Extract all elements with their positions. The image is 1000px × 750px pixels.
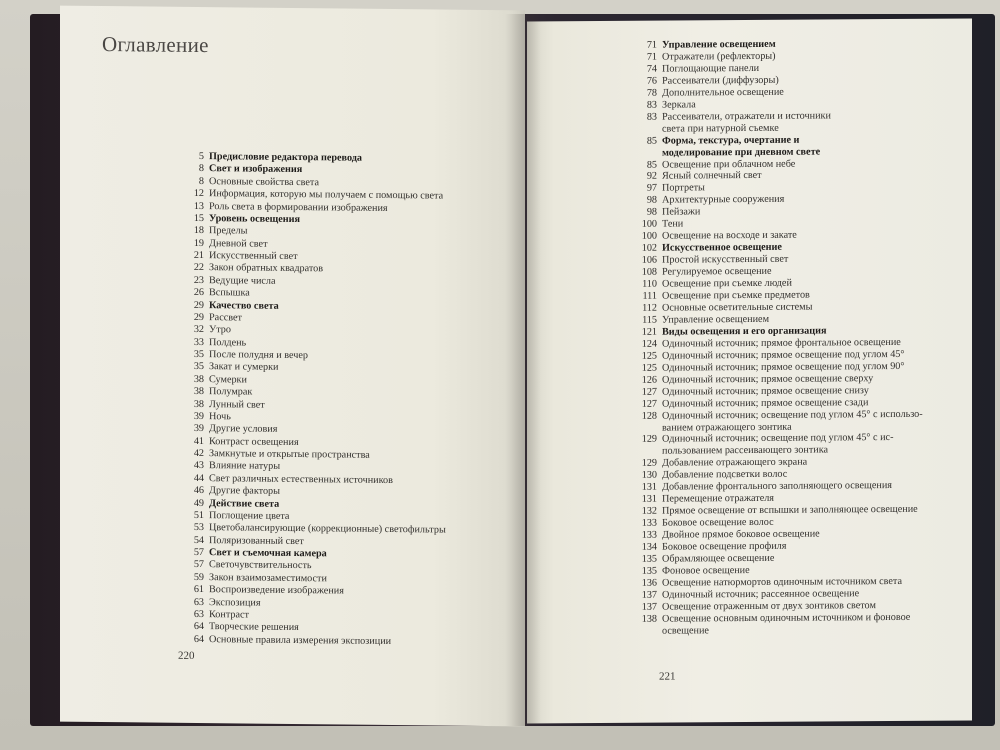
toc-entry-title: Ночь	[209, 411, 231, 423]
toc-entry-title: Освещение натюрмортов одиночным источником света	[662, 575, 902, 589]
toc-entry-page: 29	[193, 299, 204, 311]
toc-entry-title: Полумрак	[209, 386, 253, 398]
toc-entry-title: Освещение при съемке людей	[662, 277, 792, 290]
toc-entry-title: Свет различных естественных источников	[209, 472, 393, 486]
toc-entry-title: Замкнутые и открытые пространства	[209, 448, 370, 461]
toc-entry-title: Рассеиватели, отражатели и источники	[662, 110, 831, 123]
toc-entry-title: Роль света в формировании изображения	[209, 200, 388, 214]
toc-entry-page: 133	[641, 517, 657, 529]
toc-entry-title: Качество света	[209, 299, 279, 312]
toc-entry-page: 125	[641, 350, 657, 362]
toc-entry-page	[621, 625, 662, 637]
toc-entry-title: Цветобалансирующие (коррекционные) светофильтры	[209, 522, 446, 536]
toc-entry-page: 111	[642, 290, 657, 302]
toc-entry-title: Одиночный источник; освещение под углом 45° с использо-	[662, 408, 923, 422]
toc-entry-page: 21	[193, 249, 204, 262]
toc-entry-page: 39	[193, 410, 204, 422]
page-number-right: 221	[659, 670, 676, 683]
toc-entry-title: Основные осветительные системы	[662, 301, 813, 314]
toc-entry-page: 125	[641, 362, 657, 374]
toc-entry-title: Закат и сумерки	[209, 361, 279, 374]
toc-entry-page: 19	[193, 237, 204, 249]
toc-entry-page: 71	[646, 39, 657, 51]
toc-entry-title: Дополнительное освещение	[662, 86, 784, 99]
toc-list-right	[621, 38, 961, 638]
toc-entry-page: 131	[641, 493, 657, 505]
toc-entry-title: Добавление фронтального заполняющего освещения	[662, 480, 892, 493]
page-number-left: 220	[178, 649, 195, 662]
toc-entry-page: 44	[193, 472, 204, 484]
toc-entry-title: Одиночный источник; прямое фронтальное освещение	[662, 336, 901, 350]
toc-entry-title: Простой искусственный свет	[662, 253, 789, 266]
toc-entry-page: 57	[193, 559, 204, 571]
toc-entry-page	[621, 446, 662, 458]
toc-entry-page: 83	[646, 99, 657, 111]
toc-entry-title: Ведущие числа	[209, 274, 276, 287]
toc-entry-page: 63	[193, 596, 204, 608]
toc-entry-title: Искусственное освещение	[662, 241, 782, 254]
toc-entry-page: 42	[193, 447, 204, 460]
toc-entry-page: 137	[641, 601, 657, 613]
toc-entry-page: 131	[641, 481, 657, 494]
toc-entry-title: Одиночный источник; прямое освещение под углом 90°	[662, 360, 905, 374]
toc-entry-title: Контраст освещения	[209, 435, 299, 448]
toc-entry-title: света при натурной съемке	[662, 122, 779, 135]
toc-entry-page: 59	[193, 571, 204, 583]
toc-entry-page: 29	[193, 311, 204, 323]
toc-entry-title: Зеркала	[662, 99, 696, 111]
toc-entry-page: 130	[641, 469, 657, 482]
toc-entry-page: 5	[198, 151, 204, 163]
toc-entry-title: Основные свойства света	[209, 175, 320, 189]
toc-entry-title: Пейзажи	[662, 206, 701, 218]
toc-entry-page: 38	[193, 386, 204, 398]
toc-entry-page	[621, 147, 662, 159]
toc-entry-page: 83	[646, 111, 657, 123]
toc-entry-title: Контраст	[209, 609, 249, 621]
toc-entry-page: 110	[642, 278, 657, 290]
toc-entry-title: Освещение основным одиночным источником и фоновое	[662, 611, 911, 625]
toc-entry-page: 74	[646, 63, 657, 75]
toc-entry-page: 100	[641, 230, 657, 243]
toc-entry-page: 134	[641, 541, 657, 553]
toc-entry-title: Закон обратных квадратов	[209, 262, 324, 275]
toc-entry-page: 98	[646, 195, 657, 207]
toc-entry-title: Сумерки	[209, 373, 247, 386]
toc-entry-title: Одиночный источник; прямое освещение сзади	[662, 396, 869, 410]
toc-entry-page: 112	[642, 302, 657, 314]
toc-entry-title: Поглощение цвета	[209, 510, 290, 522]
toc-entry-title: Виды освещения и его организация	[662, 325, 827, 338]
toc-entry-page: 92	[646, 171, 657, 183]
toc-entry-page: 132	[641, 505, 657, 517]
toc-entry-page: 102	[641, 242, 657, 254]
toc-entry-title: Двойное прямое боковое освещение	[662, 528, 820, 541]
toc-entry-page: 8	[198, 175, 204, 187]
toc-entry-title: Освещение на восходе и закате	[662, 229, 797, 242]
toc-entry-page: 97	[646, 183, 657, 195]
toc-entry-title: Поляризованный свет	[209, 534, 304, 547]
toc-entry	[621, 611, 961, 625]
toc-entry-title: Свет и изображения	[209, 163, 303, 176]
toc-entry-title: Экспозиция	[209, 596, 261, 609]
toc-entry-title: Обрамляющее освещение	[662, 552, 775, 565]
toc-entry-title: Освещение при облачном небе	[662, 158, 796, 171]
toc-list-left	[168, 151, 513, 650]
toc-entry	[168, 633, 513, 649]
toc-entry-title: Отражатели (рефлекторы)	[662, 50, 776, 63]
toc-entry-page: 41	[193, 435, 204, 447]
toc-entry-title: Одиночный источник; прямое освещение снизу	[662, 384, 869, 398]
toc-entry-page: 53	[193, 522, 204, 534]
toc-entry-page: 13	[193, 200, 204, 212]
toc-entry-title: После полудня и вечер	[209, 349, 308, 362]
toc-entry-title: Рассвет	[209, 312, 242, 324]
toc-entry-page: 15	[193, 212, 204, 224]
toc-entry-page: 106	[641, 254, 657, 266]
toc-entry-page: 126	[641, 374, 657, 386]
toc-entry-page: 71	[646, 51, 657, 63]
left-page	[60, 6, 525, 727]
toc-entry-title: Влияние натуры	[209, 460, 281, 473]
toc-entry-page	[621, 123, 662, 135]
toc-entry-title: Добавление подсветки волос	[662, 469, 788, 481]
toc-entry-title: Боковое освещение волос	[662, 516, 774, 529]
toc-entry-page: 138	[641, 613, 657, 625]
right-page	[527, 18, 972, 723]
toc-entry-page: 64	[193, 633, 204, 645]
toc-entry-page: 64	[193, 621, 204, 633]
toc-entry-title: Полдень	[209, 336, 247, 349]
toc-entry-page: 46	[193, 485, 204, 497]
toc-entry-title: Тени	[662, 218, 684, 230]
toc-entry-title: Прямое освещение от вспышки и заполняющее освещение	[662, 503, 918, 517]
toc-entry-page: 108	[641, 266, 657, 278]
toc-entry-page: 54	[193, 534, 204, 546]
toc-entry-page: 133	[641, 529, 657, 541]
toc-entry-title: Одиночный источник; рассеянное освещение	[662, 588, 860, 601]
toc-entry-page: 115	[642, 314, 657, 326]
toc-entry-page: 76	[646, 75, 657, 87]
toc-entry-page: 51	[193, 509, 204, 521]
toc-entry-title: Одиночный источник; прямое освещение под углом 45°	[662, 348, 905, 362]
toc-entry-title: Одиночный источник; прямое освещение сверху	[662, 372, 874, 386]
toc-entry-page: 18	[193, 225, 204, 237]
toc-entry-title: Светочувствительность	[209, 559, 312, 572]
toc-entry-title: Форма, текстура, очертание и	[662, 134, 800, 147]
toc-entry-title: Информация, которую мы получаем с помощью света	[209, 188, 444, 202]
toc-entry-title: Другие факторы	[209, 485, 280, 497]
toc-entry-page: 38	[193, 398, 204, 410]
toc-entry-page: 135	[641, 565, 657, 577]
toc-entry-page: 121	[641, 326, 657, 338]
toc-entry-title: Дневной свет	[209, 237, 268, 250]
toc-entry-title: пользованием рассеивающего зонтика	[662, 444, 829, 458]
toc-entry-title: Перемещение отражателя	[662, 493, 774, 505]
toc-entry-title: Свет и съемочная камера	[209, 547, 327, 560]
toc-entry-title: ванием отражающего зонтика	[662, 421, 792, 434]
toc-entry-title: Освещение отраженным от двух зонтиков светом	[662, 599, 876, 613]
toc-entry-title: Рассеиватели (диффузоры)	[662, 74, 779, 87]
toc-entry-title: Управление освещением	[662, 313, 770, 326]
toc-entry-title: Предисловие редактора перевода	[209, 151, 363, 164]
toc-entry-page: 23	[193, 274, 204, 286]
toc-entry-title: Регулируемое освещение	[662, 265, 772, 278]
toc-entry-title: Закон взаимозаместимости	[209, 571, 327, 585]
toc-entry-page: 43	[193, 460, 204, 472]
toc-entry-page: 85	[646, 159, 657, 171]
toc-entry-page: 129	[641, 458, 657, 470]
toc-entry-title: Основные правила измерения экспозиции	[209, 633, 392, 647]
toc-entry-page: 128	[641, 410, 657, 422]
toc-entry-title: Воспроизведение изображения	[209, 584, 344, 597]
toc-entry-page: 39	[193, 423, 204, 435]
toc-entry-page: 129	[641, 434, 657, 446]
toc-entry-title: Лунный свет	[209, 398, 265, 411]
toc-entry-page: 100	[641, 218, 657, 231]
toc-entry-title: Творческие решения	[209, 621, 299, 634]
toc-entry-title: Одиночный источник; освещение под углом 45° с ис-	[662, 432, 894, 446]
toc-entry-page: 35	[193, 361, 204, 373]
toc-entry-page: 26	[193, 287, 204, 299]
toc-entry-title: Поглощающие панели	[662, 62, 760, 75]
toc-entry-title: Фоновое освещение	[662, 564, 750, 577]
toc-entry-page: 57	[193, 546, 204, 559]
toc-entry-page: 22	[193, 262, 204, 274]
toc-entry-page: 124	[641, 338, 657, 350]
toc-entry-page: 33	[193, 336, 204, 348]
toc-entry-page: 127	[641, 386, 657, 398]
toc-entry-page: 35	[193, 348, 204, 361]
toc-entry-title: Вспышка	[209, 287, 250, 299]
toc-entry-title: Портреты	[662, 182, 705, 195]
toc-entry-page: 38	[193, 373, 204, 385]
toc-entry-title: Ясный солнечный свет	[662, 170, 762, 183]
toc-entry-page: 127	[641, 398, 657, 410]
toc-entry	[621, 623, 961, 637]
toc-entry-title: Управление освещением	[662, 38, 776, 51]
toc-entry-title: Боковое освещение профиля	[662, 540, 787, 553]
toc-entry-title: Действие света	[209, 497, 280, 510]
toc-entry-title: Освещение при съемке предметов	[662, 289, 810, 302]
toc-entry-page	[621, 422, 662, 434]
toc-entry-title: Добавление отражающего экрана	[662, 456, 808, 469]
toc-entry-page: 12	[193, 188, 204, 200]
toc-entry-page: 85	[646, 135, 657, 147]
toc-entry-page: 98	[646, 206, 657, 219]
toc-entry-title: Архитектурные сооружения	[662, 194, 785, 207]
toc-heading: Оглавление	[102, 32, 209, 58]
toc-entry-title: Искусственный свет	[209, 250, 298, 263]
toc-entry-page: 137	[641, 589, 657, 601]
toc-entry-page: 136	[641, 577, 657, 589]
toc-entry-page: 63	[193, 608, 204, 620]
toc-entry-title: Пределы	[209, 225, 248, 237]
toc-entry-title: Уровень освещения	[209, 213, 300, 225]
toc-entry-title: Другие условия	[209, 423, 278, 436]
toc-entry-title: моделирование при дневном свете	[662, 146, 821, 159]
toc-entry-title: освещение	[662, 624, 709, 637]
toc-entry-page: 32	[193, 324, 204, 336]
toc-entry-page: 49	[193, 497, 204, 509]
toc-entry-title: Утро	[209, 324, 231, 336]
toc-entry-page: 78	[646, 87, 657, 99]
toc-entry-page: 8	[198, 163, 204, 175]
toc-entry-page: 61	[193, 584, 204, 596]
toc-entry-page: 135	[641, 553, 657, 565]
toc-entry	[621, 504, 961, 518]
